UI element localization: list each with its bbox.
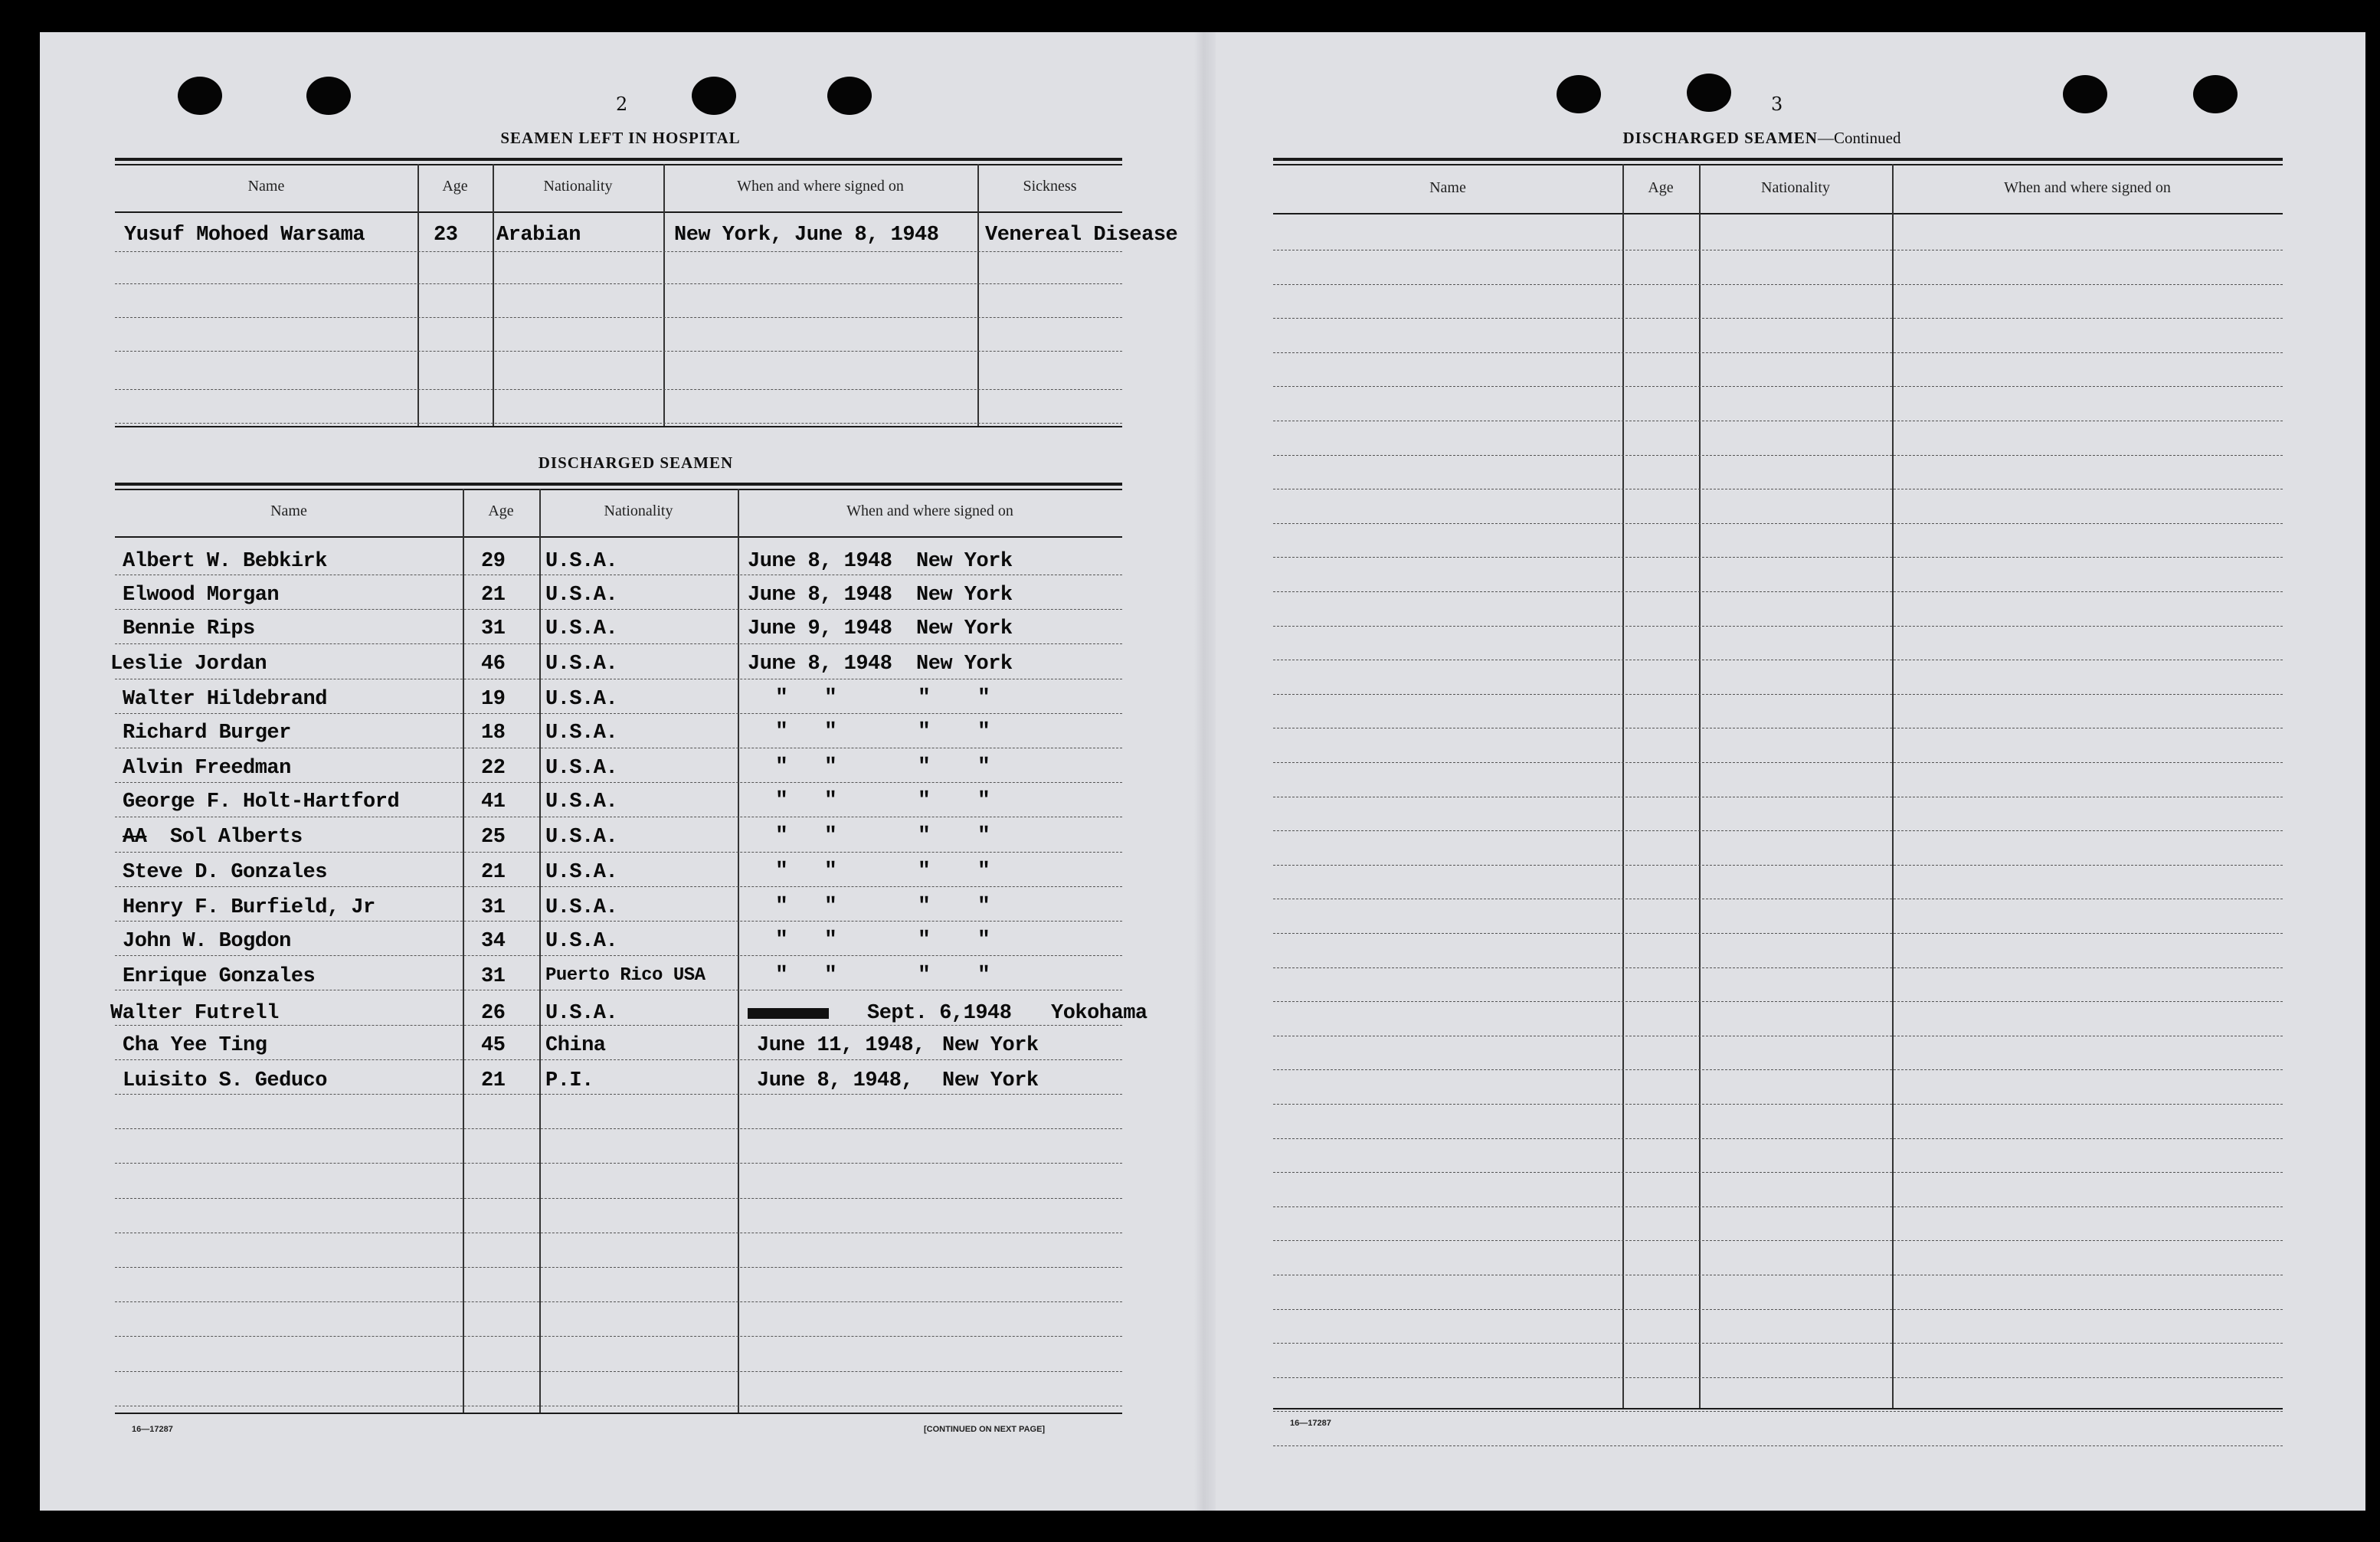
seaman-age: 25 — [481, 826, 506, 849]
seaman-age: 31 — [481, 965, 506, 988]
seaman-age: 18 — [481, 722, 506, 745]
ditto-mark: " — [824, 964, 837, 987]
column-divider — [463, 489, 464, 1414]
table-row-line — [115, 921, 1122, 922]
signed-on-date: Sept. 6,1948 — [867, 1002, 1012, 1025]
ditto-mark: " — [918, 859, 931, 883]
seaman-nationality: U.S.A. — [545, 861, 618, 884]
rule — [115, 211, 1122, 213]
seaman-nationality: U.S.A. — [545, 930, 618, 953]
ditto-mark: " — [918, 755, 931, 779]
ditto-mark: " — [824, 789, 837, 813]
column-header: Age — [442, 178, 468, 195]
hospital-signed-on: New York, June 8, 1948 — [674, 224, 939, 247]
punch-hole — [178, 77, 222, 115]
seaman-nationality: U.S.A. — [545, 688, 618, 711]
ditto-mark: " — [775, 824, 788, 848]
ditto-mark: " — [977, 755, 990, 779]
table-row-line — [1273, 1206, 2283, 1207]
punch-hole — [1557, 75, 1601, 113]
table-row-line — [1273, 1309, 2283, 1310]
seaman-nationality: U.S.A. — [545, 550, 618, 573]
rule — [1273, 158, 2283, 161]
form-number: 16—17287 — [132, 1425, 173, 1434]
seaman-nationality: U.S.A. — [545, 653, 618, 676]
column-header: Nationality — [604, 503, 673, 519]
table-row-line — [115, 782, 1122, 783]
column-header: When and where signed on — [846, 503, 1013, 519]
hospital-sickness: Venereal Disease — [985, 224, 1178, 247]
seaman-name: George F. Holt-Hartford — [123, 791, 400, 814]
ditto-mark: " — [775, 755, 788, 779]
table-row-line — [115, 351, 1122, 352]
seaman-age: 21 — [481, 584, 506, 607]
seaman-name: Elwood Morgan — [123, 584, 280, 607]
punch-hole — [1687, 74, 1731, 112]
seaman-nationality: U.S.A. — [545, 757, 618, 780]
table-row-line — [115, 283, 1122, 284]
table-row-line — [1273, 1343, 2283, 1344]
ditto-mark: " — [977, 859, 990, 883]
signed-on-date: June 8, 1948, — [757, 1069, 914, 1092]
column-divider — [977, 164, 979, 427]
ditto-mark: " — [824, 859, 837, 883]
seaman-name: Walter Futrell — [110, 1002, 279, 1025]
table-row-line — [1273, 1240, 2283, 1241]
seaman-age: 21 — [481, 1069, 506, 1092]
ditto-mark: " — [824, 895, 837, 918]
column-divider — [1622, 164, 1624, 1409]
seaman-age: 29 — [481, 550, 506, 573]
table-row-line — [115, 1198, 1122, 1199]
ditto-mark: " — [918, 964, 931, 987]
table-row-line — [115, 609, 1122, 610]
table-row-line — [1273, 318, 2283, 319]
column-header: When and where signed on — [2004, 179, 2171, 196]
table-row-line — [115, 1301, 1122, 1302]
seaman-age: 34 — [481, 930, 506, 953]
seaman-name: Richard Burger — [123, 722, 291, 745]
seaman-name: Alvin Freedman — [123, 757, 291, 780]
punch-hole — [827, 77, 872, 115]
rule — [115, 536, 1122, 538]
ditto-mark: " — [977, 720, 990, 744]
rule — [1273, 213, 2283, 214]
punch-hole — [2063, 75, 2107, 113]
signed-on-place: New York — [942, 1069, 1039, 1092]
seaman-nationality: U.S.A. — [545, 722, 618, 745]
seaman-name: Steve D. Gonzales — [123, 861, 327, 884]
column-divider — [493, 164, 494, 427]
seaman-age: 46 — [481, 653, 506, 676]
column-divider — [1892, 164, 1894, 1409]
rule — [115, 426, 1122, 427]
ditto-mark: " — [824, 686, 837, 710]
table-row-line — [1273, 1172, 2283, 1173]
page-number: 3 — [1771, 93, 1783, 115]
seaman-name: Luisito S. Geduco — [123, 1069, 327, 1092]
table-row-line — [115, 317, 1122, 318]
table-row-line — [1273, 352, 2283, 353]
seaman-nationality: U.S.A. — [545, 896, 618, 919]
table-row-line — [115, 251, 1122, 252]
table-row-line — [1273, 284, 2283, 285]
ditto-mark: " — [775, 928, 788, 952]
ditto-mark: " — [918, 928, 931, 952]
hospital-name: Yusuf Mohoed Warsama — [124, 224, 365, 247]
rule — [1273, 164, 2283, 165]
hospital-age: 23 — [434, 224, 458, 247]
column-header: Age — [1648, 179, 1674, 196]
ditto-mark: " — [918, 686, 931, 710]
table-row-line — [115, 1059, 1122, 1060]
signed-on-place: New York — [916, 617, 1013, 640]
column-divider — [663, 164, 665, 427]
table-row-line — [1273, 1411, 2283, 1412]
seaman-nationality: U.S.A. — [545, 617, 618, 640]
table-row-line — [115, 1094, 1122, 1095]
column-header: Name — [270, 503, 307, 519]
seaman-nationality: China — [545, 1034, 606, 1057]
table-row-line — [1273, 1104, 2283, 1105]
seaman-age: 19 — [481, 688, 506, 711]
table-row-line — [115, 1267, 1122, 1268]
table-row-line — [115, 713, 1122, 714]
seaman-name: Albert W. Bebkirk — [123, 550, 327, 573]
table-row-line — [1273, 762, 2283, 763]
discharged-section-title: DISCHARGED SEAMEN — [538, 453, 734, 472]
seaman-nationality: Puerto Rico USA — [545, 965, 705, 986]
page-number: 2 — [616, 93, 628, 115]
rule — [115, 164, 1122, 165]
column-divider — [738, 489, 739, 1414]
rule — [115, 158, 1122, 161]
rule — [1273, 1408, 2283, 1409]
table-row-line — [1273, 1138, 2283, 1139]
seaman-name: Henry F. Burfield, Jr — [123, 896, 375, 919]
ditto-mark: " — [775, 720, 788, 744]
table-row-line — [1273, 694, 2283, 695]
signed-on-place: New York — [916, 550, 1013, 573]
column-header: Nationality — [543, 178, 613, 195]
table-row-line — [1273, 1069, 2283, 1070]
table-row-line — [1273, 830, 2283, 831]
table-row-line — [1273, 557, 2283, 558]
table-row-line — [1273, 523, 2283, 524]
table-row-line — [1273, 626, 2283, 627]
ditto-mark: " — [824, 824, 837, 848]
seaman-age: 21 — [481, 861, 506, 884]
table-row-line — [115, 1371, 1122, 1372]
ditto-mark: " — [775, 895, 788, 918]
hospital-section-title: SEAMEN LEFT IN HOSPITAL — [500, 129, 741, 147]
seaman-name: John W. Bogdon — [123, 930, 291, 953]
column-header: Nationality — [1761, 179, 1830, 196]
table-row-line — [115, 852, 1122, 853]
table-row-line — [1273, 933, 2283, 934]
ditto-mark: " — [977, 686, 990, 710]
table-row-line — [115, 1163, 1122, 1164]
table-row-line — [115, 886, 1122, 887]
seaman-name: Leslie Jordan — [110, 653, 267, 676]
signed-on-place: New York — [942, 1034, 1039, 1057]
seaman-name: Walter Hildebrand — [123, 688, 327, 711]
seaman-age: 22 — [481, 757, 506, 780]
table-row-line — [1273, 967, 2283, 968]
table-row-line — [1273, 591, 2283, 592]
ditto-mark: " — [918, 789, 931, 813]
signed-on-place: Yokohama — [1051, 1002, 1147, 1025]
page-fold — [1194, 32, 1216, 1511]
ditto-mark: " — [918, 895, 931, 918]
seaman-age: 26 — [481, 1002, 506, 1025]
punch-hole — [692, 77, 736, 115]
column-header: When and where signed on — [737, 178, 904, 195]
continued-section-title — [1532, 129, 1992, 148]
column-header: Sickness — [1023, 178, 1077, 195]
column-divider — [539, 489, 541, 1414]
table-row-line — [1273, 865, 2283, 866]
ditto-mark: " — [977, 824, 990, 848]
seaman-nationality: P.I. — [545, 1069, 594, 1092]
ditto-mark: " — [775, 859, 788, 883]
ditto-mark: " — [775, 789, 788, 813]
continued-note: [CONTINUED ON NEXT PAGE] — [924, 1425, 1046, 1434]
ditto-mark: " — [824, 928, 837, 952]
rule — [115, 1413, 1122, 1414]
seaman-age: 45 — [481, 1034, 506, 1057]
table-row-line — [1273, 1377, 2283, 1378]
seaman-age: 31 — [481, 617, 506, 640]
table-row-line — [1273, 455, 2283, 456]
section-title-text: DISCHARGED SEAMEN — [1622, 129, 1818, 147]
signed-on-date: June 11, 1948, — [757, 1034, 925, 1057]
table-row-line — [115, 643, 1122, 644]
seaman-nationality: U.S.A. — [545, 584, 618, 607]
punch-hole — [2193, 75, 2238, 113]
struck-text — [748, 1002, 832, 1025]
table-row-line — [1273, 1445, 2283, 1446]
signed-on-date: June 9, 1948 — [748, 617, 892, 640]
signed-on-place: New York — [916, 653, 1013, 676]
seaman-age: 41 — [481, 791, 506, 814]
hospital-nationality: Arabian — [496, 224, 581, 247]
rule — [115, 489, 1122, 490]
ditto-mark: " — [918, 824, 931, 848]
seaman-age: 31 — [481, 896, 506, 919]
ditto-mark: " — [775, 686, 788, 710]
seaman-name: Bennie Rips — [123, 617, 255, 640]
table-row-line — [1273, 1001, 2283, 1002]
column-header: Name — [247, 178, 285, 195]
section-title-suffix: —Continued — [1817, 129, 1901, 147]
ditto-mark: " — [977, 895, 990, 918]
seaman-nationality: U.S.A. — [545, 1002, 618, 1025]
seaman-nationality: U.S.A. — [545, 826, 618, 849]
signed-on-date: June 8, 1948 — [748, 653, 892, 676]
struck-text: AA — [123, 826, 147, 849]
seaman-name: Sol Alberts — [170, 826, 303, 849]
table-row-line — [1273, 386, 2283, 387]
punch-hole — [306, 77, 351, 115]
column-header: Age — [488, 503, 514, 519]
form-number: 16—17287 — [1290, 1419, 1331, 1428]
ditto-mark: " — [775, 964, 788, 987]
table-row-line — [115, 389, 1122, 390]
ditto-mark: " — [977, 964, 990, 987]
ditto-mark: " — [918, 720, 931, 744]
column-header: Name — [1429, 179, 1466, 196]
ditto-mark: " — [824, 720, 837, 744]
table-row-line — [115, 955, 1122, 956]
signed-on-place: New York — [916, 584, 1013, 607]
table-row-line — [115, 423, 1122, 424]
signed-on-date: June 8, 1948 — [748, 550, 892, 573]
ditto-mark: " — [824, 755, 837, 779]
ditto-mark: " — [977, 928, 990, 952]
table-row-line — [115, 1336, 1122, 1337]
ditto-mark: " — [977, 789, 990, 813]
rule — [115, 483, 1122, 486]
signed-on-date: June 8, 1948 — [748, 584, 892, 607]
column-divider — [417, 164, 419, 427]
seaman-name: Cha Yee Ting — [123, 1034, 267, 1057]
table-row-line — [115, 1128, 1122, 1129]
column-divider — [1699, 164, 1701, 1409]
seaman-nationality: U.S.A. — [545, 791, 618, 814]
seaman-name: Enrique Gonzales — [123, 965, 316, 988]
